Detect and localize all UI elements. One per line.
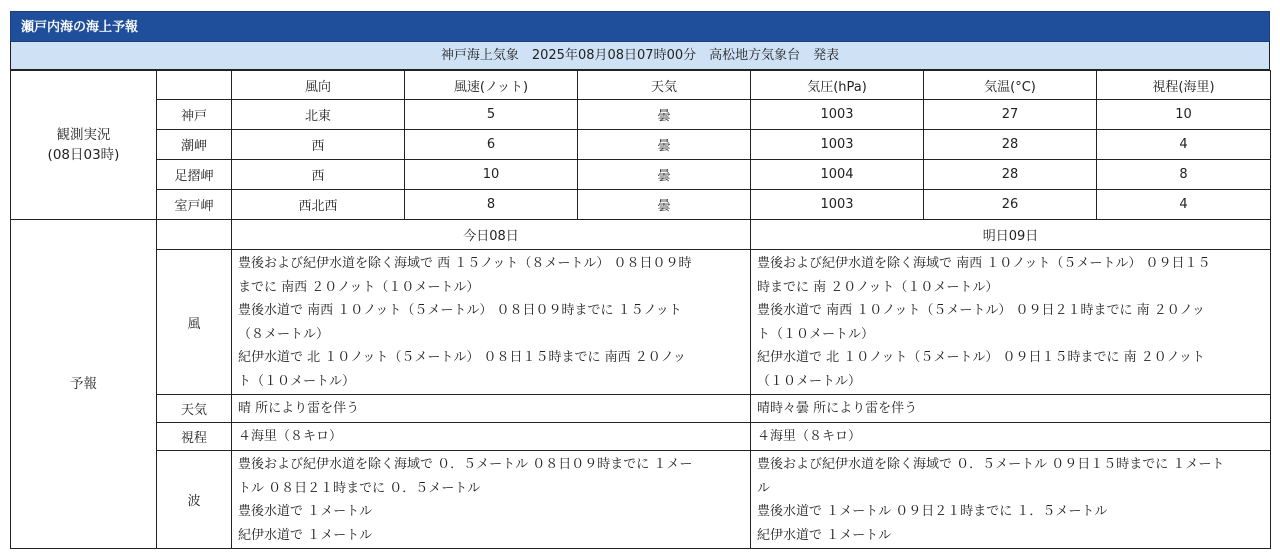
- visibility: 8: [1097, 160, 1271, 190]
- col-header-pressure: 気圧(hPa): [751, 71, 924, 100]
- col-header-visibility: 視程(海里): [1097, 71, 1271, 100]
- station-name: 室戸岬: [157, 190, 232, 220]
- pressure: 1004: [751, 160, 924, 190]
- weather-day1: 晴 所により雷を伴う: [232, 395, 751, 423]
- observation-table: [10, 70, 1271, 220]
- visibility-row: [11, 423, 1271, 451]
- pressure: 1003: [751, 190, 924, 220]
- wind-label: 風: [157, 250, 232, 395]
- col-header-wind-direction: 風向: [232, 71, 405, 100]
- temperature: 28: [924, 160, 1097, 190]
- station-name: 潮岬: [157, 130, 232, 160]
- wind-speed: 10: [405, 160, 578, 190]
- wind-speed: 8: [405, 190, 578, 220]
- visibility: 10: [1097, 100, 1271, 130]
- wind-day2: 豊後および紀伊水道を除く海域で 南西 １０ノット（５メートル） ０９日１５ 時までに 南 ２０ノット（１０メートル） 豊後水道で 南西 １０ノット（５メートル） ０９日２１時までに 南 ２０ノッ ト（１０メートル） 紀伊水道で 北 １０ノット（５メートル） ０９日１５時までに 南 ２０ノット （１０メートル）: [751, 250, 1271, 395]
- weather-label: 天気: [157, 395, 232, 423]
- weather-day2: 晴時々曇 所により雷を伴う: [751, 395, 1271, 423]
- col-header-weather: 天気: [578, 71, 751, 100]
- pressure: 1003: [751, 130, 924, 160]
- table-row: [11, 130, 1271, 160]
- pressure: 1003: [751, 100, 924, 130]
- wave-day1: 豊後および紀伊水道を除く海域で ０．５メートル ０８日０９時までに １メー トル ０８日２１時までに ０．５メートル 豊後水道で １メートル 紀伊水道で １メートル: [232, 451, 751, 549]
- col-header-wind-speed: 風速(ノット): [405, 71, 578, 100]
- table-row: [11, 190, 1271, 220]
- forecast-panel: [10, 11, 1270, 549]
- day1-header: 今日08日: [232, 220, 751, 250]
- forecast-label: 予報: [11, 220, 157, 549]
- issue-info: 神戸海上気象 2025年08月08日07時00分 高松地方気象台 発表: [10, 42, 1270, 70]
- visibility-label: 視程: [157, 423, 232, 451]
- station-name: 神戸: [157, 100, 232, 130]
- blank-cell: [157, 71, 232, 100]
- observation-label: 観測実況 (08日03時): [11, 71, 157, 220]
- weather-row: [11, 395, 1271, 423]
- temperature: 27: [924, 100, 1097, 130]
- station-name: 足摺岬: [157, 160, 232, 190]
- wind-day1: 豊後および紀伊水道を除く海域で 西 １５ノット（８メートル） ０８日０９時 までに 南西 ２０ノット（１０メートル） 豊後水道で 南西 １０ノット（５メートル） ０８日０９時までに １５ノット （８メートル） 紀伊水道で 北 １０ノット（５メートル） ０８日１５時までに 南西 ２０ノッ ト（１０メートル）: [232, 250, 751, 395]
- table-row: [11, 100, 1271, 130]
- forecast-table: [10, 219, 1271, 549]
- wind-direction: 西: [232, 130, 405, 160]
- visibility: 4: [1097, 130, 1271, 160]
- weather: 曇: [578, 130, 751, 160]
- wind-direction: 西北西: [232, 190, 405, 220]
- wind-speed: 5: [405, 100, 578, 130]
- wave-row: [11, 451, 1271, 549]
- table-row: [11, 160, 1271, 190]
- temperature: 28: [924, 130, 1097, 160]
- blank-cell: [157, 220, 232, 250]
- weather: 曇: [578, 160, 751, 190]
- wind-row: [11, 250, 1271, 395]
- weather: 曇: [578, 100, 751, 130]
- observation-header-row: [11, 71, 1271, 100]
- visibility-day1: ４海里（８キロ）: [232, 423, 751, 451]
- wave-day2: 豊後および紀伊水道を除く海域で ０．５メートル ０９日１５時までに １メート ル 豊後水道で １メートル ０９日２１時までに １．５メートル 紀伊水道で １メートル: [751, 451, 1271, 549]
- col-header-temperature: 気温(°C): [924, 71, 1097, 100]
- panel-title: 瀬戸内海の海上予報: [10, 11, 1270, 42]
- wind-speed: 6: [405, 130, 578, 160]
- forecast-header-row: [11, 220, 1271, 250]
- weather: 曇: [578, 190, 751, 220]
- visibility: 4: [1097, 190, 1271, 220]
- visibility-day2: ４海里（８キロ）: [751, 423, 1271, 451]
- day2-header: 明日09日: [751, 220, 1271, 250]
- wind-direction: 西: [232, 160, 405, 190]
- wave-label: 波: [157, 451, 232, 549]
- wind-direction: 北東: [232, 100, 405, 130]
- temperature: 26: [924, 190, 1097, 220]
